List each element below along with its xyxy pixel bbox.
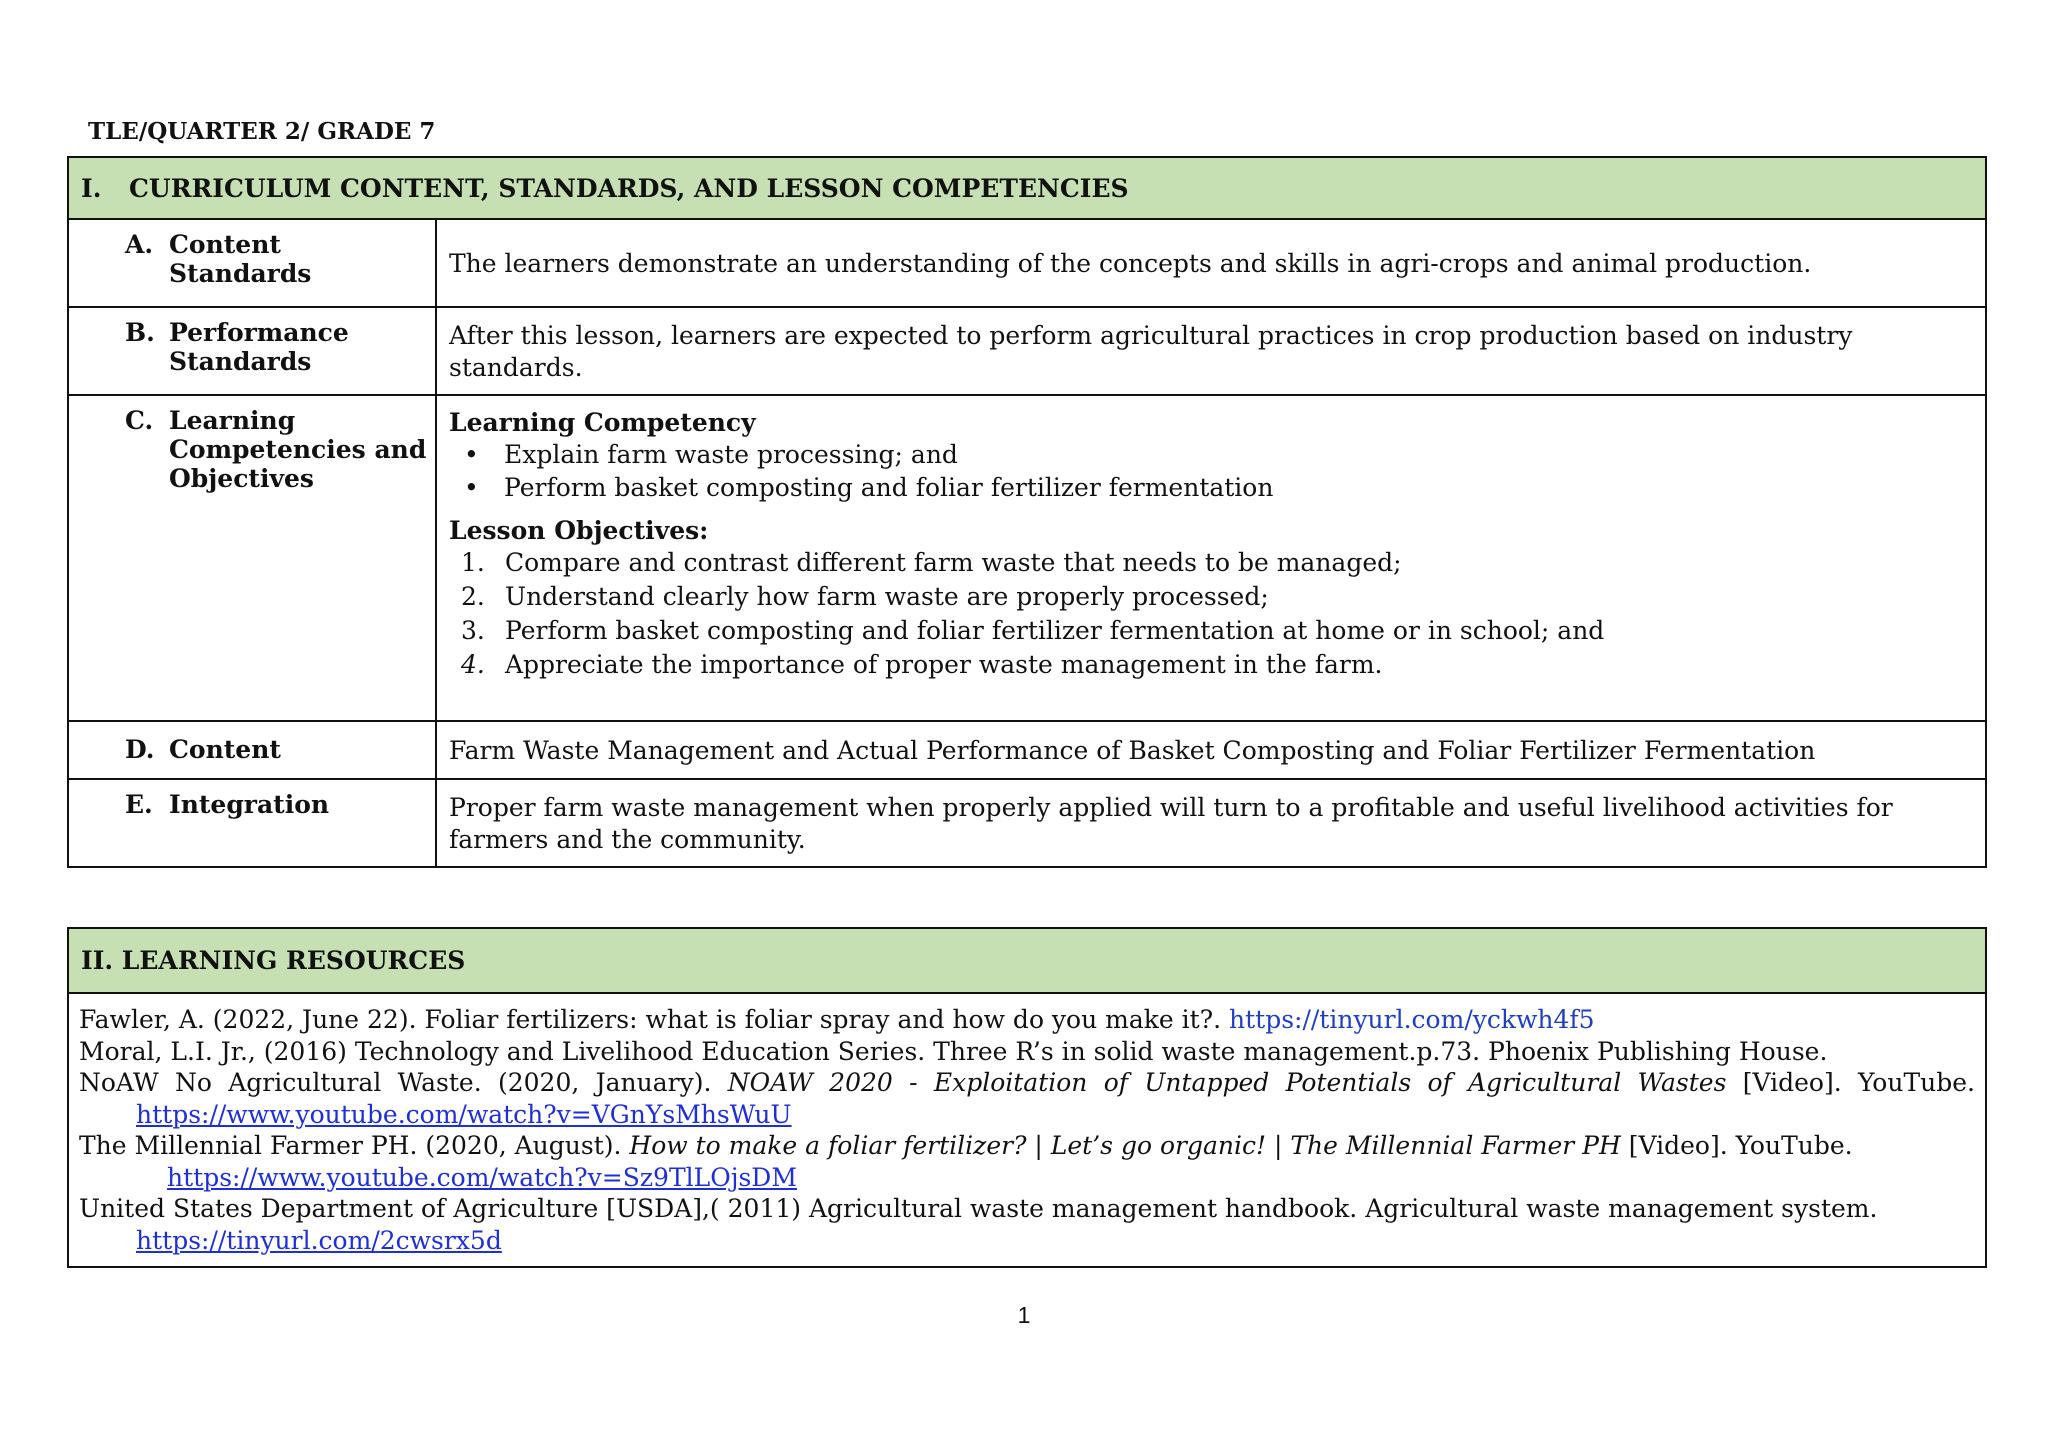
row-letter: D. — [125, 734, 155, 764]
row-label — [68, 779, 436, 867]
list-item — [461, 580, 1973, 614]
objectives-title: Lesson Objectives: — [449, 516, 709, 545]
page-number: 1 — [1017, 1302, 1031, 1328]
list-item — [461, 648, 1973, 682]
reference-title: How to make a foliar fertilizer? | Let’s go organic! | The Millennial Farmer PH — [629, 1131, 1621, 1160]
reference-link-line — [79, 1162, 1975, 1194]
item-text: Perform basket composting and foliar fertilizer fermentation at home or in school; and — [505, 616, 1605, 645]
row-label — [68, 721, 436, 779]
table-row — [68, 307, 1986, 395]
row-value: After this lesson, learners are expected to perform agricultural practices in crop production based on industry standards. — [436, 307, 1986, 395]
row-value: Proper farm waste management when properly applied will turn to a profitable and useful livelihood activities for farmers and the community. — [436, 779, 1986, 867]
curriculum-table — [67, 156, 1987, 868]
objectives-list — [449, 546, 1973, 682]
item-text: Appreciate the importance of proper waste management in the farm. — [505, 650, 1383, 679]
reference-text: NoAW No Agricultural Waste. (2020, January). — [79, 1068, 728, 1097]
competency-title: Learning Competency — [449, 408, 756, 437]
section-title — [68, 157, 1986, 219]
reference-link[interactable]: https://www.youtube.com/watch?v=Sz9TlLOjsDM — [167, 1162, 797, 1192]
item-number: 1. — [461, 548, 485, 577]
item-text: Compare and contrast different farm waste that needs to be managed; — [505, 548, 1402, 577]
row-label-text: Content — [169, 734, 281, 764]
reference-item — [79, 1004, 1975, 1036]
list-item — [461, 546, 1973, 580]
list-item — [461, 614, 1973, 648]
reference-text: Fawler, A. (2022, June 22). Foliar fertilizers: what is foliar spray and how do you make it?. — [79, 1005, 1229, 1034]
table-row — [68, 779, 1986, 867]
row-label — [68, 395, 436, 721]
row-letter: E. — [125, 790, 153, 819]
row-label-text: Integration — [169, 790, 330, 819]
reference-item — [79, 1130, 1975, 1162]
reference-link[interactable]: https://tinyurl.com/2cwsrx5d — [136, 1225, 502, 1255]
table-row — [68, 721, 1986, 779]
list-item: • Perform basket composting and foliar fertilizer fermentation — [504, 471, 1973, 504]
reference-item: Moral, L.I. Jr., (2016) Technology and Livelihood Education Series. Three R’s in solid waste management.p.73. Phoenix Publishing House. — [79, 1036, 1828, 1066]
reference-link-line — [79, 1099, 1975, 1131]
row-value: Farm Waste Management and Actual Performance of Basket Composting and Foliar Fertilizer Fermentation — [436, 721, 1986, 779]
row-value — [436, 395, 1986, 721]
section-title: II. LEARNING RESOURCES — [68, 928, 1986, 993]
section-header-row — [68, 928, 1986, 993]
row-value: The learners demonstrate an understanding of the concepts and skills in agri-crops and animal production. — [436, 219, 1986, 307]
references-cell — [68, 993, 1986, 1267]
section-title-text: CURRICULUM CONTENT, STANDARDS, AND LESSON COMPETENCIES — [129, 173, 1129, 203]
reference-item — [79, 1193, 1975, 1256]
item-number: 3. — [461, 616, 485, 645]
row-label — [68, 219, 436, 307]
resources-table — [67, 927, 1987, 1268]
row-letter: A. — [125, 230, 154, 259]
item-text: Understand clearly how farm waste are properly processed; — [505, 582, 1269, 611]
reference-text: United States Department of Agriculture [USDA],( 2011) Agricultural waste management handbook. Agricultural waste management system. — [79, 1194, 1878, 1223]
row-letter: C. — [125, 406, 154, 435]
table-row — [68, 219, 1986, 307]
reference-text: The Millennial Farmer PH. (2020, August). — [79, 1131, 630, 1160]
row-label-text: Learning Competencies and Objectives — [169, 406, 427, 493]
competency-list — [449, 438, 1973, 504]
reference-link[interactable]: https://www.youtube.com/watch?v=VGnYsMhsWuU — [136, 1099, 792, 1129]
document-header: TLE/QUARTER 2/ GRADE 7 — [88, 118, 436, 145]
reference-text: [Video]. YouTube. — [1620, 1131, 1853, 1160]
table-row — [68, 395, 1986, 721]
reference-link[interactable]: https://tinyurl.com/yckwh4f5 — [1229, 1005, 1595, 1034]
reference-text: [Video]. YouTube. — [1726, 1068, 1975, 1097]
row-label-text: Content Standards — [169, 230, 312, 288]
item-number: 4. — [461, 650, 485, 679]
item-number: 2. — [461, 582, 485, 611]
section-number: I. — [81, 173, 102, 203]
section-header-row — [68, 157, 1986, 219]
list-item: • Explain farm waste processing; and — [504, 438, 1973, 471]
reference-item — [79, 1067, 1975, 1099]
row-label — [68, 307, 436, 395]
table-row — [68, 993, 1986, 1267]
row-label-text: Performance Standards — [169, 318, 349, 376]
reference-title: NOAW 2020 - Exploitation of Untapped Potentials of Agricultural Wastes — [727, 1068, 1727, 1097]
row-letter: B. — [125, 318, 155, 347]
